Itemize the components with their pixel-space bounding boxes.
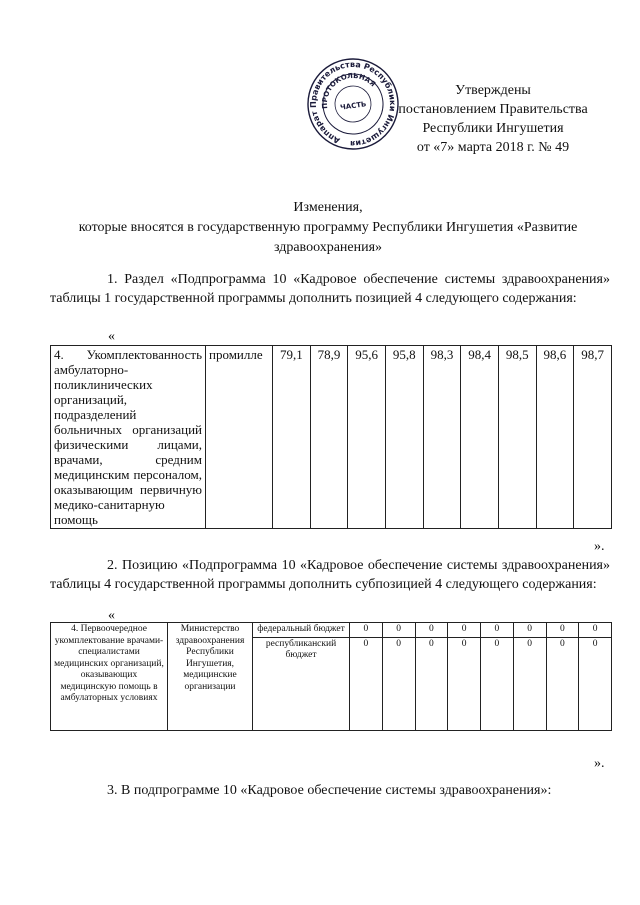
svg-text:ЧАСТЬ: ЧАСТЬ xyxy=(339,100,367,112)
value-cell: 95,8 xyxy=(385,346,423,529)
value-cell: 78,9 xyxy=(310,346,348,529)
title-line-1: Изменения, xyxy=(293,200,363,215)
value-cell: 98,5 xyxy=(498,346,536,529)
approval-line-3: Республики Ингушетия xyxy=(422,121,564,136)
indicator-name-cell: 4. Укомплектованность амбулаторно-поликлинических организаций, подразделений больничных организаций физическими лицами, врачами, средним медицинским персоналом, оказывающим первичную медико-санитарную помощь xyxy=(51,346,206,529)
value-cell: 0 xyxy=(579,623,612,638)
value-cell: 98,3 xyxy=(423,346,461,529)
value-cell: 0 xyxy=(350,623,383,638)
open-quote-1: « xyxy=(108,329,115,344)
value-cell: 95,6 xyxy=(348,346,386,529)
value-cell: 0 xyxy=(546,637,579,730)
value-cell: 0 xyxy=(513,637,546,730)
value-cell: 0 xyxy=(415,637,448,730)
svg-text:Аппарат Правительства Республи: Аппарат Правительства Республики Ингушетия xyxy=(308,59,398,149)
close-quote-2: ». xyxy=(594,756,605,771)
svg-text:ПРОТОКОЛЬНАЯ: ПРОТОКОЛЬНАЯ xyxy=(320,71,377,110)
value-cell: 0 xyxy=(513,623,546,638)
close-quote-1: ». xyxy=(594,539,605,554)
approval-line-2: постановлением Правительства xyxy=(398,102,588,117)
value-cell: 0 xyxy=(382,623,415,638)
funding-table xyxy=(50,622,612,731)
value-cell: 79,1 xyxy=(273,346,311,529)
value-cell: 0 xyxy=(481,637,514,730)
value-cell: 0 xyxy=(546,623,579,638)
value-cell: 0 xyxy=(448,623,481,638)
value-cell: 0 xyxy=(448,637,481,730)
value-cell: 98,4 xyxy=(461,346,499,529)
value-cell: 0 xyxy=(481,623,514,638)
funding-source-cell: федеральный бюджет xyxy=(253,623,350,638)
value-cell: 0 xyxy=(382,637,415,730)
paragraph-3: 3. В подпрограмме 10 «Кадровое обеспечение системы здравоохранения»: xyxy=(107,783,552,798)
official-seal-stamp xyxy=(305,56,401,152)
approval-line-4: от «7» марта 2018 г. № 49 xyxy=(416,140,570,155)
document-title xyxy=(40,198,616,258)
value-cell: 0 xyxy=(415,623,448,638)
open-quote-2: « xyxy=(108,608,115,623)
approval-block xyxy=(390,81,596,157)
title-line-2: которые вносятся в государственную программу Республики Ингушетия «Развитие здравоохранения» xyxy=(78,220,578,255)
table-row xyxy=(51,346,612,529)
executor-cell: Министерство здравоохранения Республики Ингушетия, медицинские организации xyxy=(168,623,253,731)
measure-name-cell: 4. Первоочередное укомплектование врачами-специалистами медицинских организаций, оказывающих медицинскую помощь в амбулаторных условиях xyxy=(51,623,168,731)
funding-source-cell: республиканский бюджет xyxy=(253,637,350,730)
paragraph-1: 1. Раздел «Подпрограмма 10 «Кадровое обеспечение системы здравоохранения» таблицы 1 государственной программы дополнить позицией 4 следующего содержания: xyxy=(50,272,610,306)
value-cell: 98,6 xyxy=(536,346,574,529)
approval-line-1: Утверждены xyxy=(455,83,531,98)
unit-cell: промилле xyxy=(206,346,273,529)
value-cell: 0 xyxy=(579,637,612,730)
paragraph-2: 2. Позицию «Подпрограмма 10 «Кадровое обеспечение системы здравоохранения» таблицы 4 государственной программы дополнить субпозицией 4 следующего содержания: xyxy=(50,558,610,592)
indicator-table xyxy=(50,345,612,529)
value-cell: 0 xyxy=(350,637,383,730)
table-row xyxy=(51,623,612,638)
value-cell: 98,7 xyxy=(574,346,612,529)
